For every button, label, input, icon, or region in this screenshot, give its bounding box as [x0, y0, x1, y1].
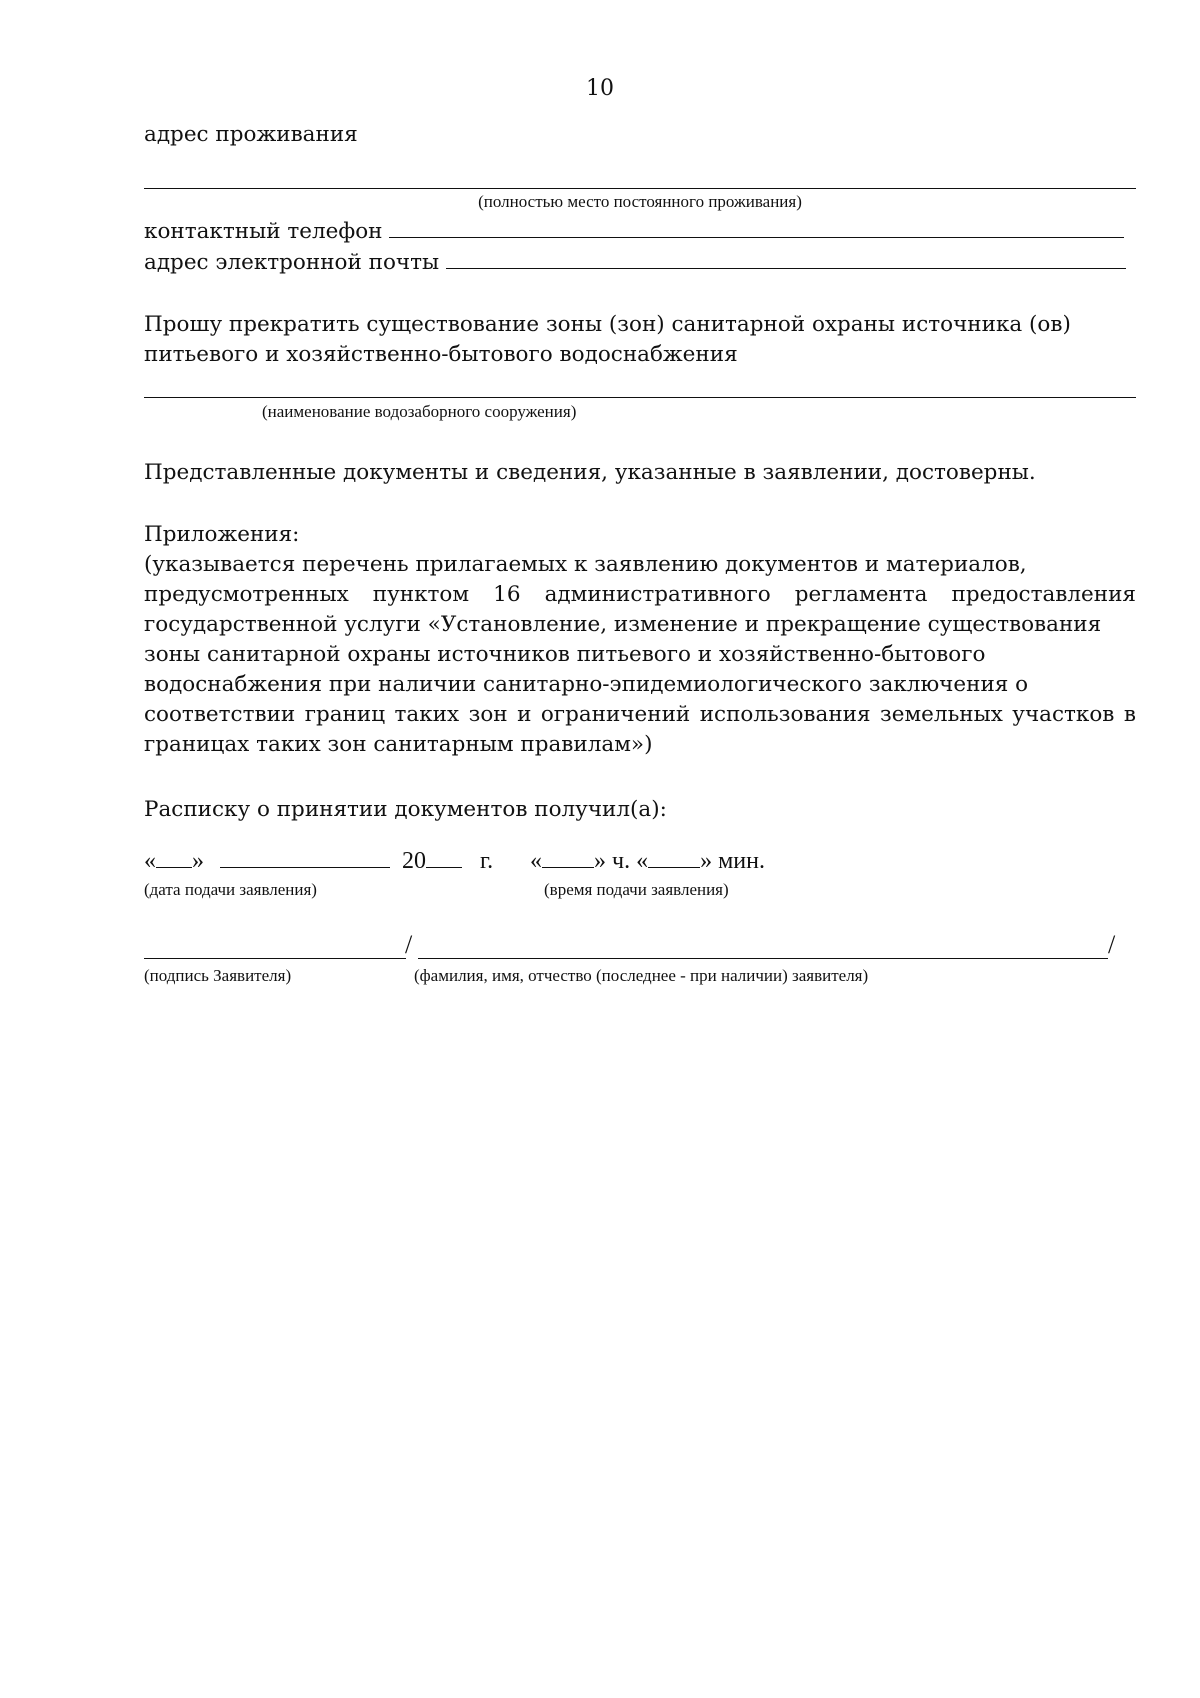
signature-caption: (подпись Заявителя) — [144, 966, 292, 985]
request-line: Прошу прекратить существование зоны (зон) санитарной охраны источника (ов) — [144, 312, 1071, 337]
date-caption: (дата подачи заявления) — [144, 880, 317, 899]
day-field[interactable] — [156, 851, 192, 868]
address-caption: (полностью место постоянного проживания) — [478, 192, 802, 211]
statement-text: Представленные документы и сведения, указанные в заявлении, достоверны. — [144, 460, 1036, 485]
attachments-line: соответствии границ таких зон и ограничений использования земельных участков в — [144, 702, 1136, 727]
attachments-line: зоны санитарной охраны источников питьевого и хозяйственно-бытового — [144, 642, 986, 667]
address-line[interactable] — [144, 188, 1136, 189]
month-field[interactable] — [220, 851, 390, 868]
attachments-line: предусмотренных пунктом 16 административного регламента предоставления — [144, 582, 1136, 607]
date-fields: « » 20 г. — [144, 848, 494, 874]
phone-label: контактный телефон — [144, 219, 383, 244]
hours-field[interactable] — [542, 851, 594, 868]
receipt-label: Расписку о принятии документов получил(а): — [144, 797, 667, 822]
full-name-line[interactable] — [418, 958, 1108, 959]
attachments-line: водоснабжения при наличии санитарно-эпидемиологического заключения о — [144, 672, 1029, 697]
email-label: адрес электронной почты — [144, 250, 440, 275]
attachments-line: государственной услуги «Установление, изменение и прекращение существования — [144, 612, 1102, 637]
page-number: 10 — [586, 76, 614, 101]
attachments-paragraph — [144, 550, 1136, 760]
year-field[interactable] — [426, 851, 462, 868]
email-field-line[interactable] — [446, 264, 1126, 269]
facility-caption: (наименование водозаборного сооружения) — [262, 402, 577, 421]
minutes-field[interactable] — [648, 851, 700, 868]
attachments-label: Приложения: — [144, 522, 300, 547]
email-row — [144, 248, 1126, 278]
phone-row — [144, 217, 1124, 247]
signature-line[interactable] — [144, 958, 406, 959]
time-caption: (время подачи заявления) — [544, 880, 729, 899]
request-paragraph — [144, 310, 1136, 370]
address-label: адрес проживания — [144, 122, 358, 147]
phone-field-line[interactable] — [389, 233, 1124, 238]
slash-separator: / — [405, 930, 413, 959]
facility-line[interactable] — [144, 397, 1136, 398]
request-line: питьевого и хозяйственно-бытового водоснабжения — [144, 342, 738, 367]
attachments-line: (указывается перечень прилагаемых к заявлению документов и материалов, — [144, 552, 1027, 577]
name-caption: (фамилия, имя, отчество (последнее - при наличии) заявителя) — [414, 966, 869, 985]
time-fields: « » ч. « » мин. — [530, 848, 765, 874]
slash-separator: / — [1108, 930, 1116, 959]
attachments-line: границах таких зон санитарным правилам») — [144, 732, 653, 757]
